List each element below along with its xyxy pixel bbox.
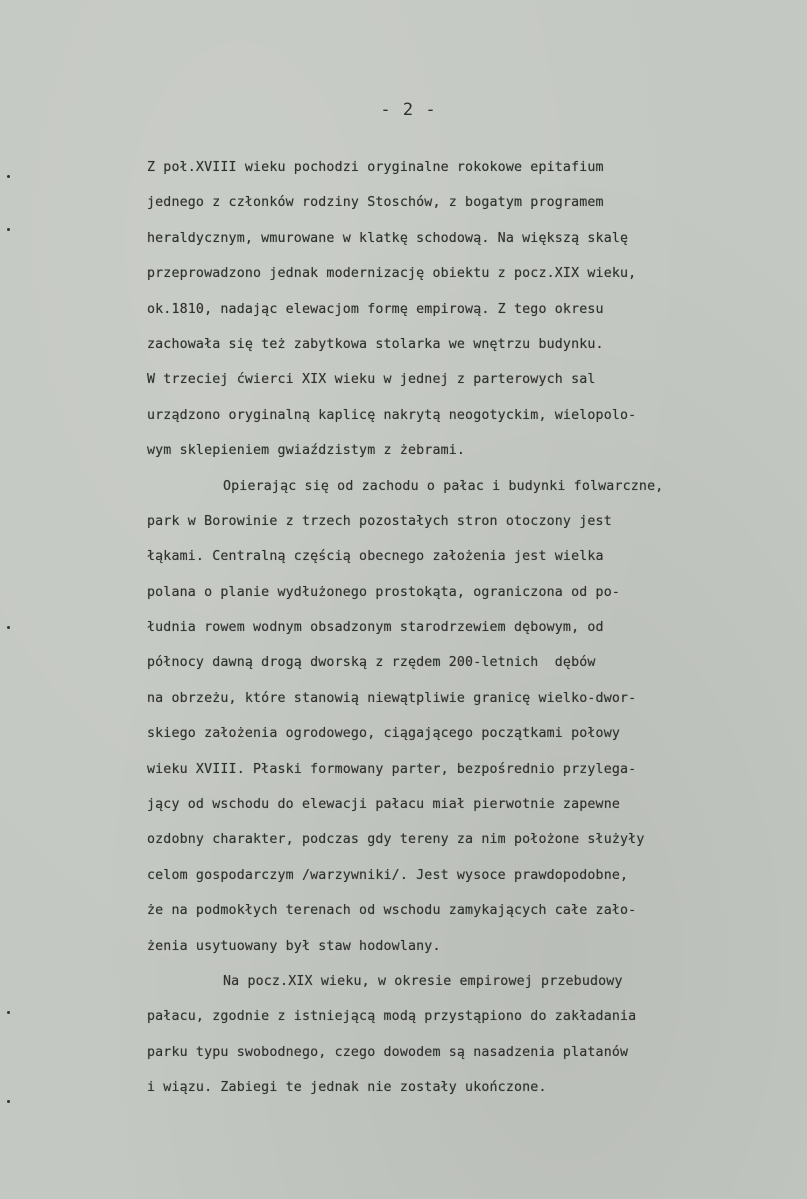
text-line: na obrzeżu, które stanowią niewątpliwie granicę wielko-dwor-	[147, 690, 637, 706]
typed-text-body	[147, 150, 799, 1106]
text-line: że na podmokłych terenach od wschodu zamykających całe zało-	[147, 903, 637, 919]
text-line: północy dawną drogą dworską z rzędem 200-letnich dębów	[147, 655, 596, 671]
paragraph-first-line: Opierając się od zachodu o pałac i budynki folwarczne,	[223, 478, 664, 494]
text-line: zachowała się też zabytkowa stolarka we wnętrzu budynku.	[147, 336, 604, 352]
margin-mark	[7, 228, 10, 231]
text-line: pałacu, zgodnie z istniejącą modą przystąpiono do zakładania	[147, 1009, 637, 1025]
text-line: i wiązu. Zabiegi te jednak nie zostały ukończone.	[147, 1080, 547, 1096]
text-line: ok.1810, nadając elewacjom formę empirową. Z tego okresu	[147, 301, 604, 317]
margin-mark	[7, 175, 10, 178]
text-line: celom gospodarczym /warzywniki/. Jest wysoce prawdopodobne,	[147, 867, 629, 883]
text-line: łudnia rowem wodnym obsadzonym starodrzewiem dębowym, od	[147, 620, 604, 636]
text-line: skiego założenia ogrodowego, ciągającego początkami połowy	[147, 726, 621, 742]
text-line: parku typu swobodnego, czego dowodem są nasadzenia platanów	[147, 1044, 629, 1060]
text-line: przeprowadzono jednak modernizację obiektu z pocz.XIX wieku,	[147, 266, 637, 282]
text-line: urządzono oryginalną kaplicę nakrytą neogotyckim, wielopolo-	[147, 407, 637, 423]
text-line: wym sklepieniem gwiaździstym z żebrami.	[147, 443, 466, 459]
text-line: polana o planie wydłużonego prostokąta, ograniczona od po-	[147, 584, 621, 600]
margin-mark	[7, 1100, 10, 1103]
paragraph-first-line: Na pocz.XIX wieku, w okresie empirowej przebudowy	[223, 973, 623, 989]
margin-mark	[7, 626, 10, 629]
text-line: Z poł.XVIII wieku pochodzi oryginalne rokokowe epitafium	[147, 160, 604, 175]
text-line: park w Borowinie z trzech pozostałych stron otoczony jest	[147, 513, 612, 529]
page-number: - 2 -	[380, 100, 437, 120]
margin-mark	[7, 1011, 10, 1014]
text-line: wieku XVIII. Płaski formowany parter, bezpośrednio przylega-	[147, 761, 637, 777]
text-line: heraldycznym, wmurowane w klatkę schodową. Na większą skalę	[147, 230, 629, 246]
text-line: żenia usytuowany był staw hodowlany.	[147, 938, 441, 954]
text-line: W trzeciej ćwierci XIX wieku w jednej z parterowych sal	[147, 372, 596, 388]
text-line: jednego z członków rodziny Stoschów, z bogatym programem	[147, 195, 604, 211]
text-line: łąkami. Centralną częścią obecnego założenia jest wielka	[147, 549, 604, 565]
text-line: ozdobny charakter, podczas gdy tereny za nim położone służyły	[147, 832, 645, 848]
text-line: jący od wschodu do elewacji pałacu miał pierwotnie zapewne	[147, 797, 621, 813]
